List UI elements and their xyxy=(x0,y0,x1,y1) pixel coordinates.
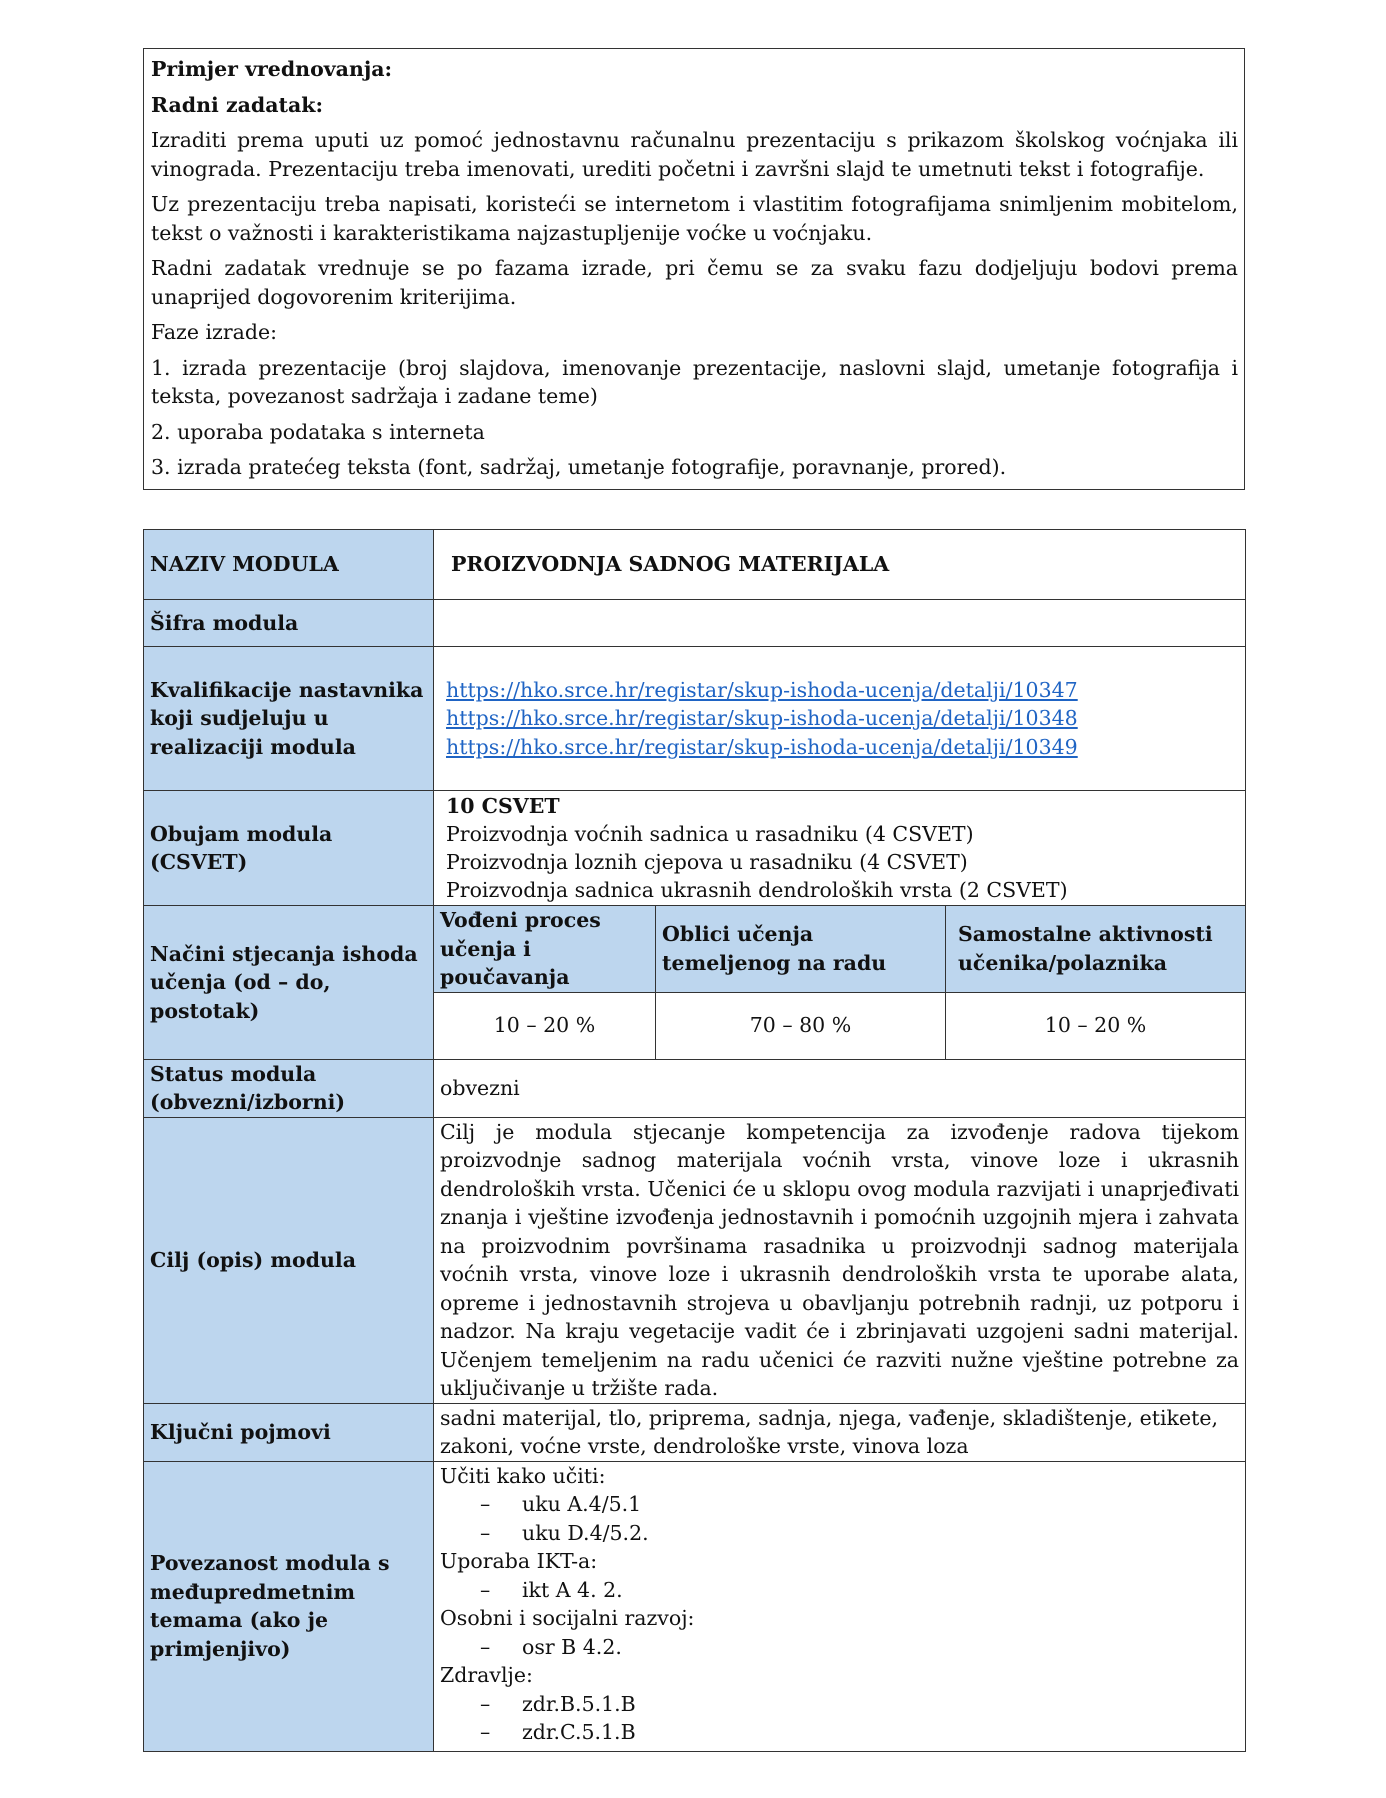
task-paragraph: Radni zadatak vrednuje se po fazama izrade, pri čemu se za svaku fazu dodjeljuju bodovi prema unaprijed dogovorenim kriterijima. xyxy=(151,256,1238,309)
volume-label: Obujam modula (CSVET) xyxy=(144,791,434,906)
cross-curricular-label: Povezanost modula s međupredmetnim temama (ako je primjenjivo) xyxy=(144,1461,434,1751)
cross-item xyxy=(440,1690,1239,1719)
qualification-link[interactable]: https://hko.srce.hr/registar/skup-ishoda-ucenja/detalji/10347 xyxy=(446,677,1078,702)
qualification-link[interactable]: https://hko.srce.hr/registar/skup-ishoda-ucenja/detalji/10349 xyxy=(446,734,1078,759)
cross-item-text: zdr.C.5.1.B xyxy=(522,1720,636,1744)
module-code-label: Šifra modula xyxy=(144,600,434,647)
cross-group-title: Zdravlje: xyxy=(440,1663,533,1687)
status-value: obvezni xyxy=(434,1059,1246,1117)
cross-item-text: uku A.4/5.1 xyxy=(522,1492,642,1516)
methods-label: Načini stjecanja ishoda učenja (od – do, postotak) xyxy=(144,906,434,1060)
cross-item-text: zdr.B.5.1.B xyxy=(522,1691,636,1716)
module-name-label: NAZIV MODULA xyxy=(144,530,434,600)
module-name-value: PROIZVODNJA SADNOG MATERIJALA xyxy=(434,530,1246,600)
phase-item: 2. uporaba podataka s interneta xyxy=(151,419,485,444)
evaluation-title: Primjer vrednovanja: xyxy=(151,57,393,81)
goal-label: Cilj (opis) modula xyxy=(144,1117,434,1403)
module-table xyxy=(143,529,1246,1752)
task-title: Radni zadatak: xyxy=(151,92,324,117)
cross-item-text: uku D.4/5.2. xyxy=(522,1520,649,1545)
methods-value-independent: 10 – 20 % xyxy=(946,992,1246,1059)
status-label: Status modula (obvezni/izborni) xyxy=(144,1059,434,1117)
goal-value: Cilj je modula stjecanje kompetencija za izvođenje radova tijekom proizvodnje sadnog materijala voćnih vrsta, vinove loze i ukrasnih dendroloških vrsta. Učenici će u sklopu ovog modula razvijati i unaprjeđivati znanja i vještine izvođenja jednostavnih i pomoćnih uzgojnih mjera i zahvata na proizvodnim površinama rasadnika u proizvodnji sadnog materijala voćnih vrsta, vinove loze i ukrasnih dendroloških vrsta te uporabe alata, opreme i jednostavnih strojeva u obavljanju potrebnih radnji, uz potporu i nadzor. Na kraju vegetacije vadit će i zbrinjavati uzgojeni sadni materijal. Učenjem temeljenim na radu učenici će razviti nužne vještine potrebne za uključivanje u tržište rada. xyxy=(434,1117,1246,1403)
row-qualifications xyxy=(144,647,1246,791)
cross-item xyxy=(440,1576,1239,1605)
row-methods-header xyxy=(144,906,1246,993)
dash-bullet: – xyxy=(480,1492,491,1516)
dash-bullet: – xyxy=(480,1720,491,1744)
row-module-name xyxy=(144,530,1246,600)
volume-item: Proizvodnja sadnica ukrasnih dendroloških vrsta (2 CSVET) xyxy=(446,878,1068,902)
cross-group-title: Učiti kako učiti: xyxy=(440,1463,606,1488)
evaluation-example-box xyxy=(143,48,1245,490)
volume-total: 10 CSVET xyxy=(446,794,560,818)
phases-title: Faze izrade: xyxy=(151,320,278,344)
dash-bullet: – xyxy=(480,1634,491,1659)
volume-item: Proizvodnja loznih cjepova u rasadniku (4 CSVET) xyxy=(446,850,968,874)
cross-item-text: ikt A 4. 2. xyxy=(522,1577,623,1602)
keywords-value: sadni materijal, tlo, priprema, sadnja, njega, vađenje, skladištenje, etikete, zakoni, voćne vrste, dendrološke vrste, vinova loza xyxy=(434,1403,1246,1461)
dash-bullet: – xyxy=(480,1691,491,1716)
phase-item: 3. izrada pratećeg teksta (font, sadržaj, umetanje fotografije, poravnanje, prored). xyxy=(151,455,1007,479)
volume-item: Proizvodnja voćnih sadnica u rasadniku (4 CSVET) xyxy=(446,822,974,846)
dash-bullet: – xyxy=(480,1577,491,1602)
cross-item xyxy=(440,1490,1239,1519)
methods-header-work-based: Oblici učenja temeljenog na radu xyxy=(656,906,946,993)
cross-group-title: Osobni i socijalni razvoj: xyxy=(440,1606,695,1630)
qualifications-label: Kvalifikacije nastavnika koji sudjeluju u realizaciji modula xyxy=(144,647,434,791)
module-code-value xyxy=(434,600,1246,647)
row-cross-curricular xyxy=(144,1461,1246,1751)
dash-bullet: – xyxy=(480,1520,491,1545)
cross-curricular-value xyxy=(434,1461,1246,1751)
row-keywords xyxy=(144,1403,1246,1461)
row-status xyxy=(144,1059,1246,1117)
cross-item xyxy=(440,1519,1239,1548)
methods-value-guided: 10 – 20 % xyxy=(434,992,656,1059)
phase-item: 1. izrada prezentacije (broj slajdova, imenovanje prezentacije, naslovni slajd, umetanje fotografija i teksta, povezanost sadržaja i zadane teme) xyxy=(151,355,1238,408)
keywords-label: Ključni pojmovi xyxy=(144,1403,434,1461)
methods-header-guided: Vođeni proces učenja i poučavanja xyxy=(434,906,656,993)
cross-item xyxy=(440,1633,1239,1662)
volume-value xyxy=(434,791,1246,906)
row-goal xyxy=(144,1117,1246,1403)
row-module-code xyxy=(144,600,1246,647)
task-paragraph: Uz prezentaciju treba napisati, koristeći se internetom i vlastitim fotografijama snimljenim mobitelom, tekst o važnosti i karakteristikama najzastupljenije voćke u voćnjaku. xyxy=(151,192,1238,245)
methods-value-work-based: 70 – 80 % xyxy=(656,992,946,1059)
task-paragraph: Izraditi prema uputi uz pomoć jednostavnu računalnu prezentaciju s prikazom školskog voćnjaka ili vinograda. Prezentaciju treba imenovati, urediti početni i završni slajd te umetnuti tekst i fotografije. xyxy=(151,128,1238,181)
row-volume xyxy=(144,791,1246,906)
qualifications-links xyxy=(434,647,1246,791)
methods-header-independent: Samostalne aktivnosti učenika/polaznika xyxy=(946,906,1246,993)
cross-item xyxy=(440,1718,1239,1747)
cross-item-text: osr B 4.2. xyxy=(522,1634,622,1659)
cross-group-title: Uporaba IKT-a: xyxy=(440,1549,598,1573)
qualification-link[interactable]: https://hko.srce.hr/registar/skup-ishoda-ucenja/detalji/10348 xyxy=(446,706,1078,731)
